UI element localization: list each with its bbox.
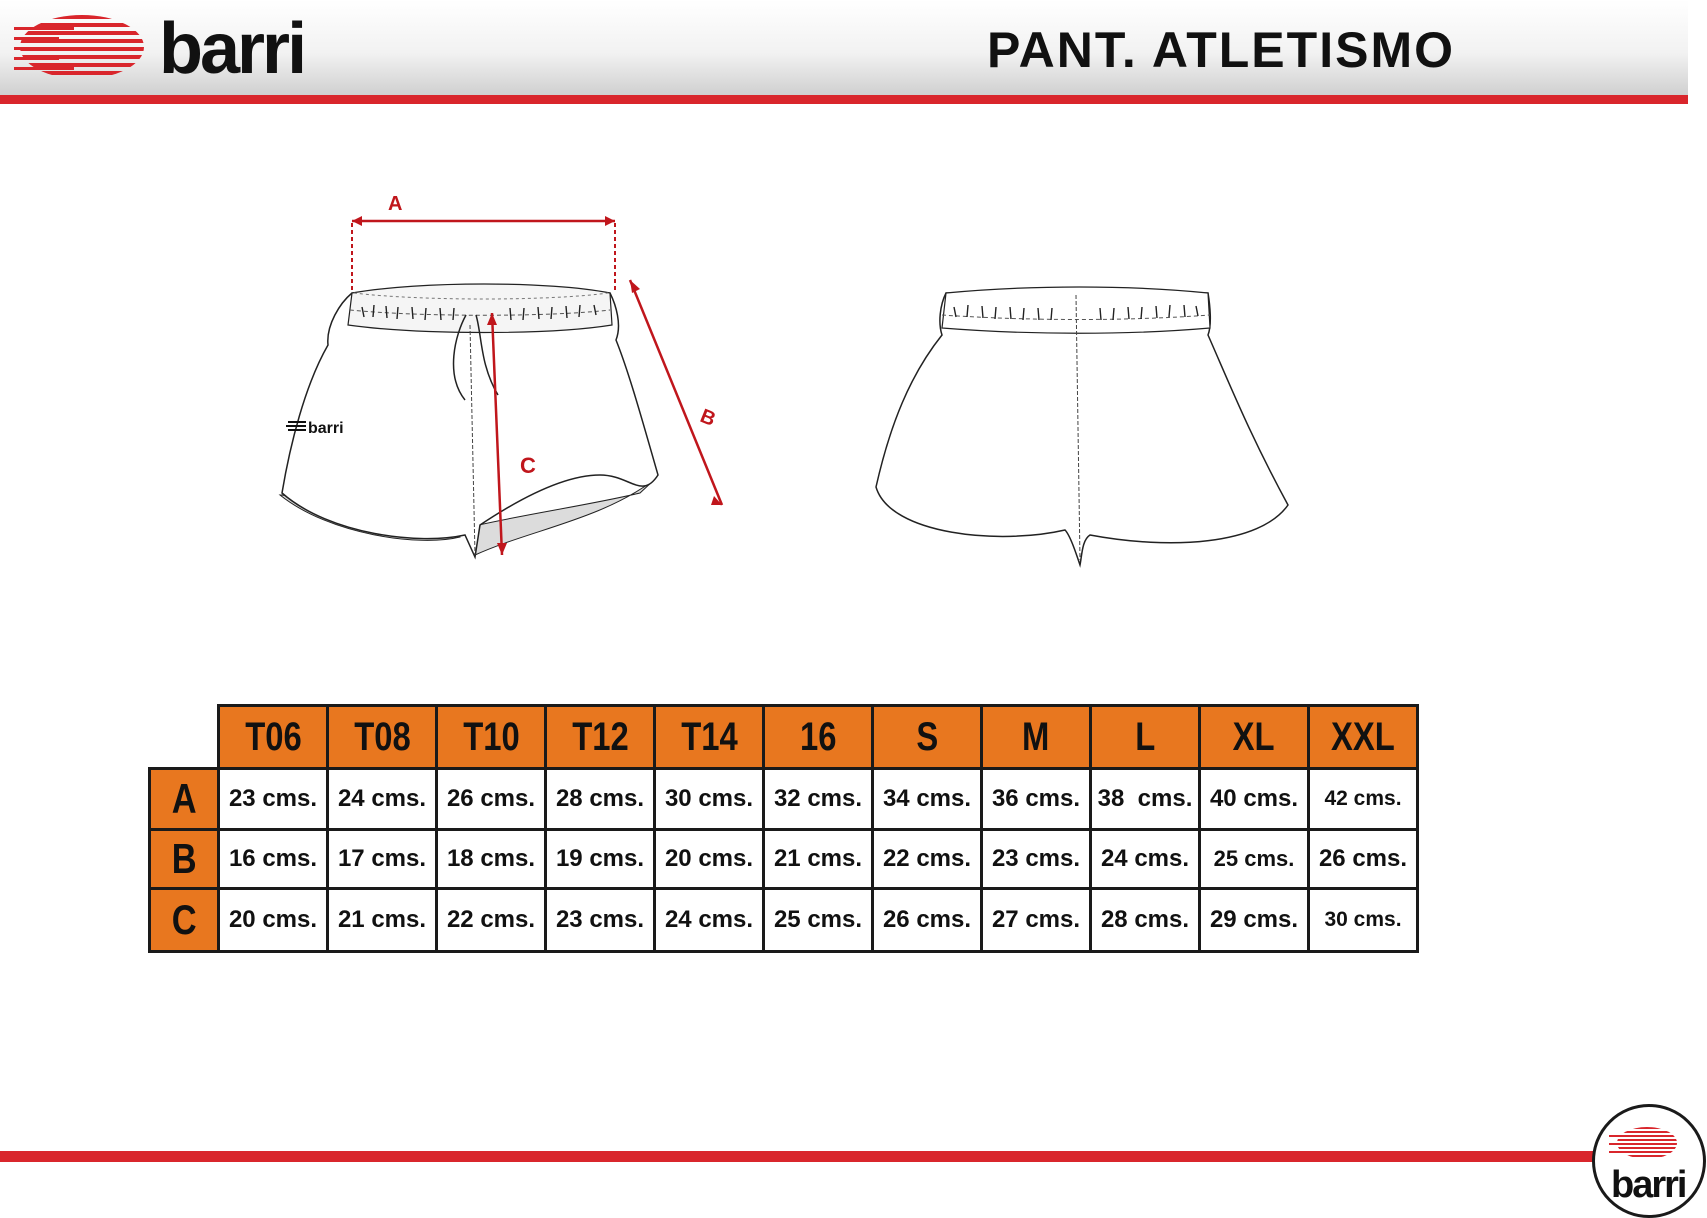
size-header: T10 [437,706,546,769]
brand-stripes-icon [14,12,154,82]
table-cell: 40 cms. [1200,769,1309,830]
table-cell: 20 cms. [655,830,764,889]
size-header: 16 [764,706,873,769]
table-cell: 21 cms. [328,889,437,952]
table-cell: 26 cms. [437,769,546,830]
dimension-a [352,193,615,293]
table-cell: 16 cms. [219,830,328,889]
footer-brand-name: barri [1611,1164,1686,1206]
table-cell: 19 cms. [546,830,655,889]
dimension-label-a: A [388,193,403,215]
table-row-c [150,889,1418,952]
table-cell: 27 cms. [982,889,1091,952]
shorts-drawing [270,175,1310,595]
table-row-a [150,769,1418,830]
table-cell: 23 cms. [982,830,1091,889]
dimension-label-c: C [520,453,536,478]
table-cell: 23 cms. [546,889,655,952]
table-cell: 30 cms. [655,769,764,830]
row-label-c: C [150,889,219,952]
brand-logo [14,9,305,89]
mini-logo-icon [286,421,306,431]
table-cell: 20 cms. [219,889,328,952]
table-cell: 25 cms. [1200,830,1309,889]
table-cell: 29 cms. [1200,889,1309,952]
size-header: S [873,706,982,769]
dimension-label-b: B [696,405,719,431]
row-label-a: A [150,769,219,830]
header-bar [0,0,1688,96]
table-cell: 22 cms. [873,830,982,889]
size-header: T06 [219,706,328,769]
table-cell: 23 cms. [219,769,328,830]
table-cell: 24 cms. [655,889,764,952]
table-cell: 42 cms. [1309,769,1418,830]
table-cell: 38 cms. [1091,769,1200,830]
table-cell: 25 cms. [764,889,873,952]
mini-logo-text: barri [308,420,344,437]
row-label-b: B [150,830,219,889]
table-row-b [150,830,1418,889]
size-header: M [982,706,1091,769]
size-header: T08 [328,706,437,769]
table-cell: 18 cms. [437,830,546,889]
size-table [148,704,1419,953]
table-cell: 34 cms. [873,769,982,830]
table-cell: 17 cms. [328,830,437,889]
table-cell: 21 cms. [764,830,873,889]
size-header: XL [1200,706,1309,769]
table-cell: 24 cms. [1091,830,1200,889]
size-header-row [150,706,1418,769]
table-cell: 36 cms. [982,769,1091,830]
table-cell: 26 cms. [873,889,982,952]
table-cell: 32 cms. [764,769,873,830]
brand-name: barri [159,9,305,89]
size-header: T12 [546,706,655,769]
table-cell: 30 cms. [1309,889,1418,952]
table-cell: 28 cms. [546,769,655,830]
front-shorts-illustration [280,193,722,557]
footer-brand-badge [1592,1104,1706,1218]
size-header: L [1091,706,1200,769]
page-title: PANT. ATLETISMO [987,22,1455,78]
table-cell: 22 cms. [437,889,546,952]
footer-red-line [0,1151,1600,1162]
table-cell: 28 cms. [1091,889,1200,952]
table-cell: 24 cms. [328,769,437,830]
size-header: T14 [655,706,764,769]
header-red-line [0,95,1688,104]
back-shorts-illustration [876,287,1288,565]
table-cell: 26 cms. [1309,830,1418,889]
size-header: XXL [1309,706,1418,769]
table-corner [150,706,219,769]
